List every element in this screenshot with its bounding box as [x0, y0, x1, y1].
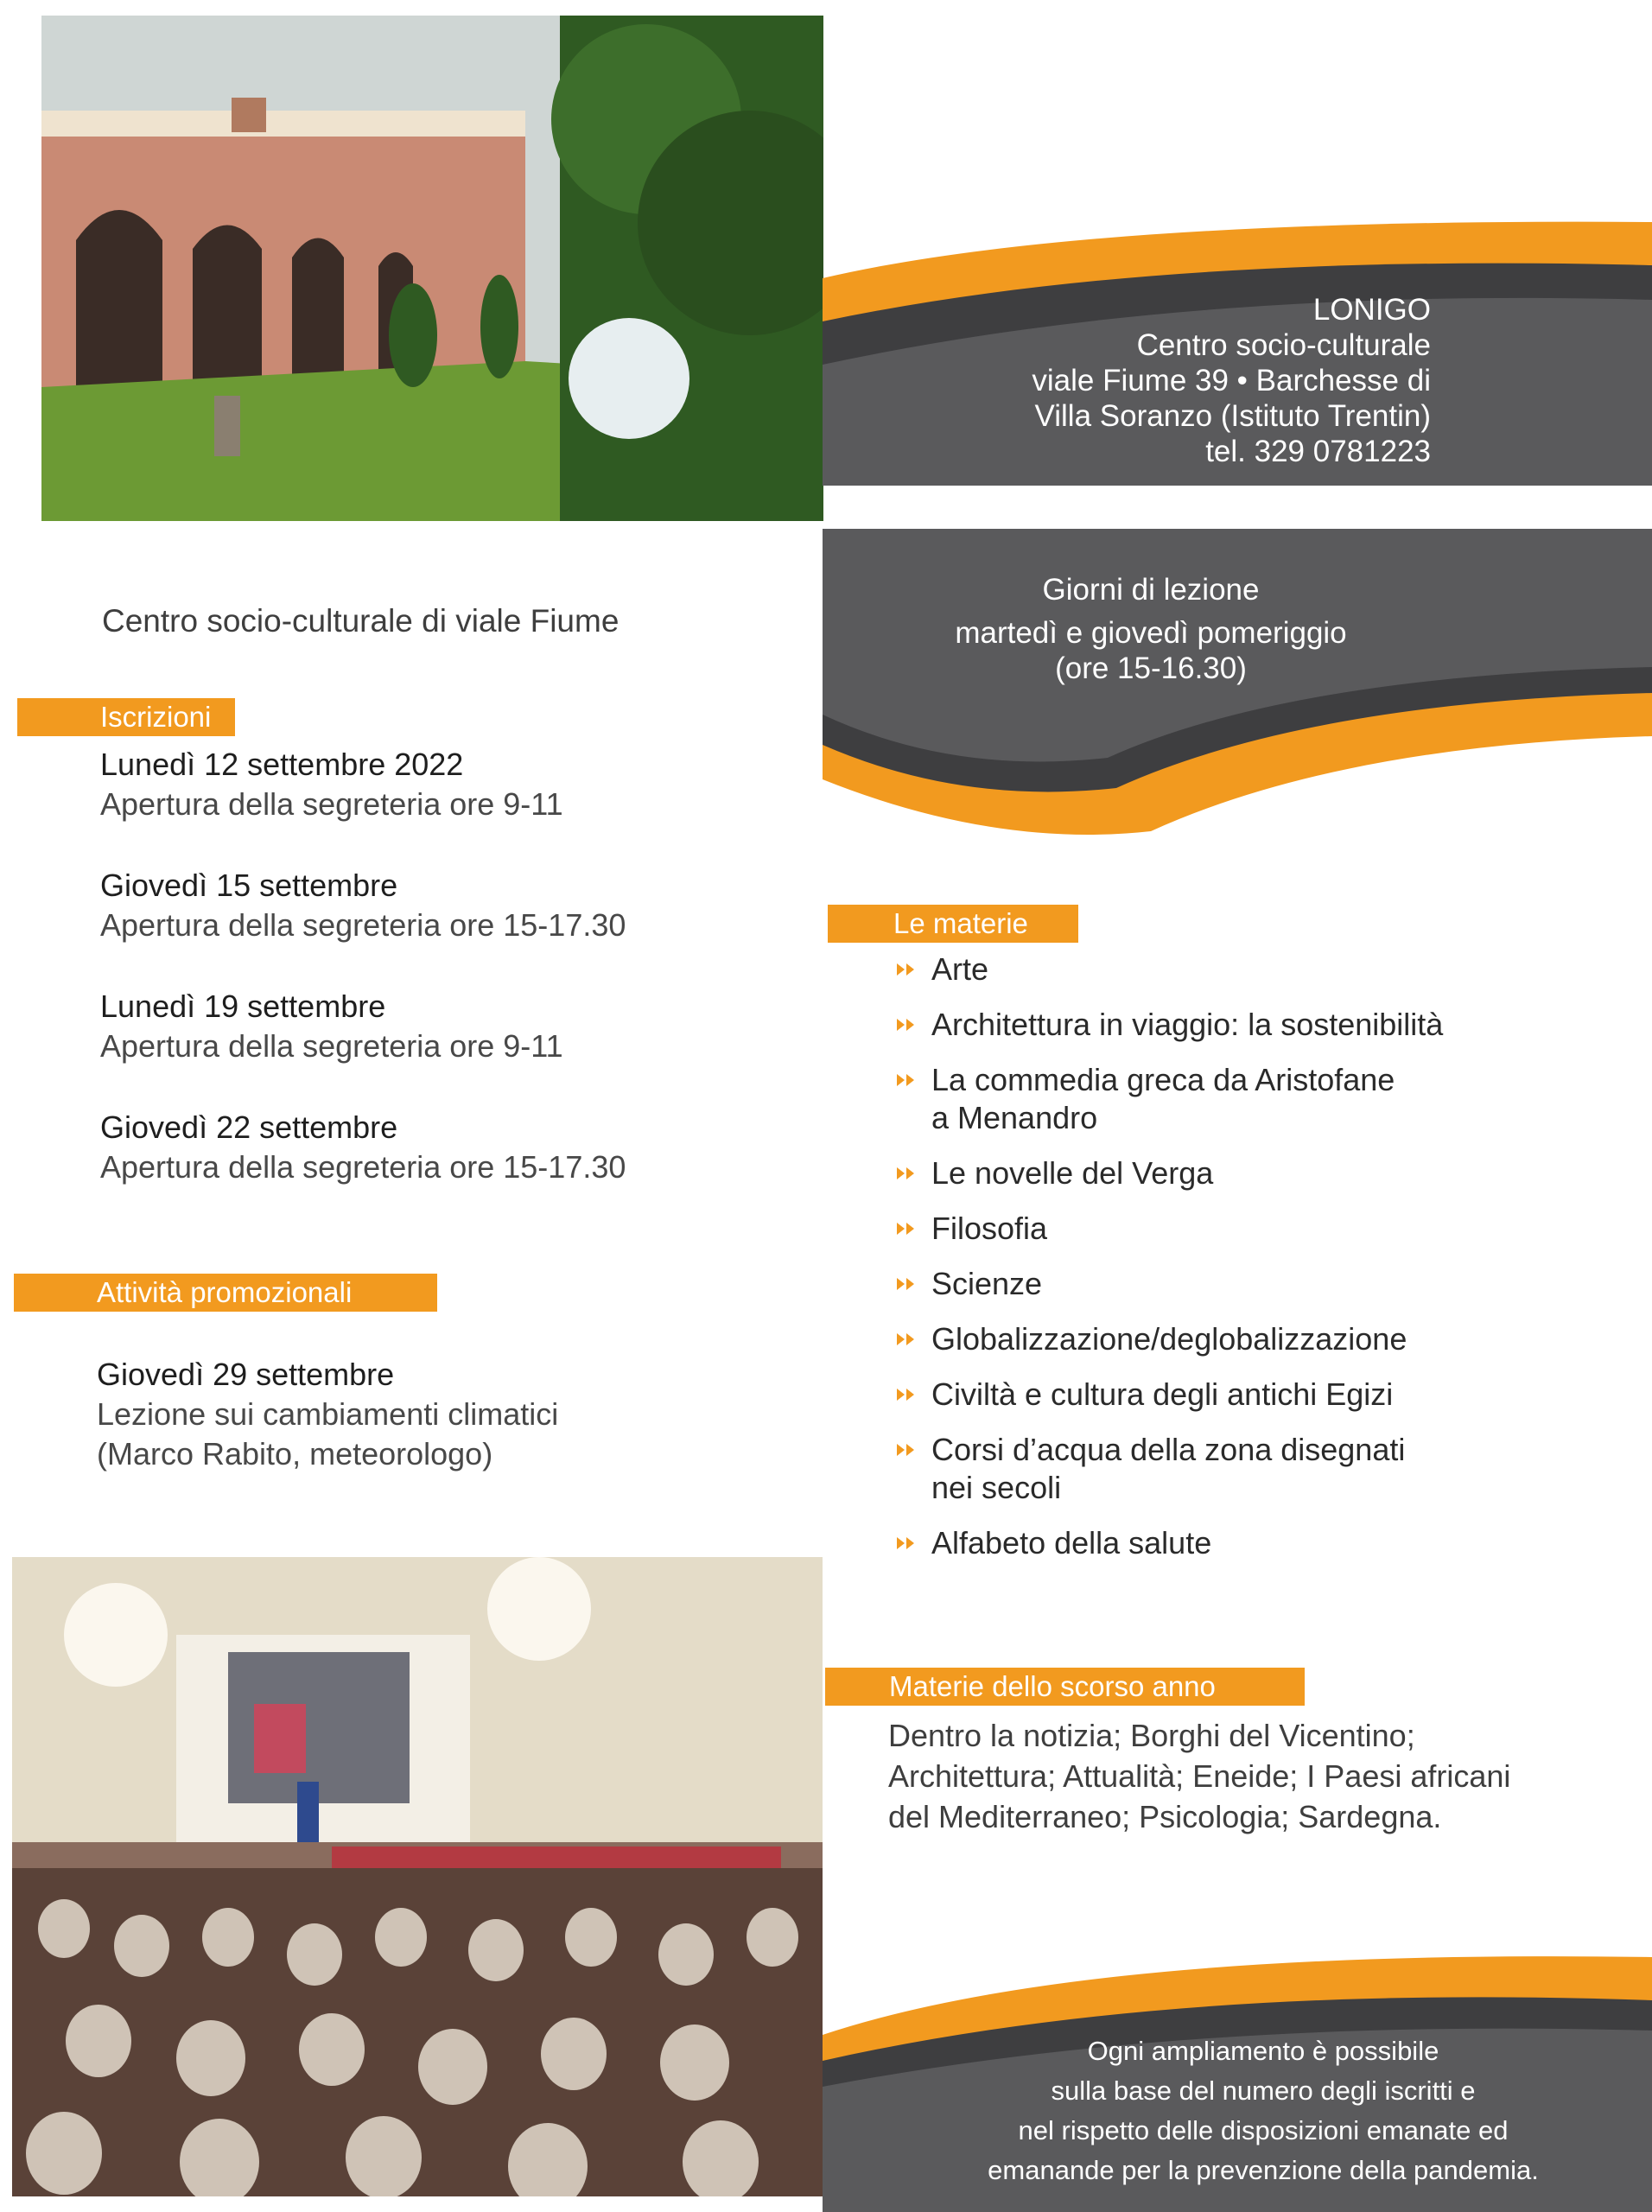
materie-label: Le materie [828, 905, 1078, 943]
list-item [890, 1210, 1598, 1248]
entry-date: Lunedì 12 settembre 2022 [100, 747, 464, 782]
iscrizioni-label: Iscrizioni [17, 698, 235, 736]
footer-line4: emanande per la prevenzione della pandemia. [988, 2155, 1539, 2185]
subject-label: Corsi d’acqua della zona disegnati [931, 1432, 1406, 1467]
iscrizione-entry-1 [100, 745, 757, 824]
contact-line1: Centro socio-culturale [1136, 328, 1431, 362]
double-chevron-right-icon [895, 1166, 921, 1180]
subject-label: Globalizzazione/deglobalizzazione [931, 1321, 1407, 1357]
entry-date: Lunedì 19 settembre [100, 988, 386, 1024]
subject-label: Arte [931, 951, 989, 987]
double-chevron-right-icon [895, 1073, 921, 1087]
promo-entry [97, 1355, 753, 1474]
double-chevron-right-icon [895, 1443, 921, 1457]
double-chevron-right-icon [895, 1222, 921, 1236]
promo-line1: Lezione sui cambiamenti climatici [97, 1396, 559, 1432]
list-item [890, 1265, 1598, 1303]
list-item [890, 1376, 1598, 1414]
list-item [890, 1061, 1598, 1137]
entry-desc: Apertura della segreteria ore 15-17.30 [100, 907, 626, 943]
entry-date: Giovedì 22 settembre [100, 1109, 398, 1145]
subject-label-cont: a Menandro [931, 1100, 1098, 1135]
previous-line3: del Mediterraneo; Psicologia; Sardegna. [888, 1799, 1442, 1834]
subject-label-cont: nei secoli [931, 1470, 1062, 1505]
subject-label: La commedia greca da Aristofane [931, 1062, 1395, 1097]
footer-panel [823, 1940, 1652, 2212]
list-item [890, 1431, 1598, 1507]
intro-text: Centro socio-culturale di viale Fiume [102, 603, 620, 639]
double-chevron-right-icon [895, 1018, 921, 1032]
double-chevron-right-icon [895, 1388, 921, 1402]
schedule-days: martedì e giovedì pomeriggio [955, 616, 1347, 650]
footer-line2: sulla base del numero degli iscritti e [1051, 2075, 1476, 2106]
previous-line1: Dentro la notizia; Borghi del Vicentino; [888, 1718, 1415, 1753]
subject-label: Alfabeto della salute [931, 1525, 1212, 1560]
entry-desc: Apertura della segreteria ore 15-17.30 [100, 1149, 626, 1185]
schedule-panel [823, 529, 1652, 849]
list-item [890, 950, 1598, 988]
promo-label: Attività promozionali [14, 1274, 437, 1312]
contact-city: LONIGO [1312, 293, 1431, 327]
subject-label: Scienze [931, 1266, 1043, 1301]
footer-line1: Ogni ampliamento è possibile [1087, 2036, 1439, 2066]
list-item [890, 1524, 1598, 1562]
list-item [890, 1006, 1598, 1044]
schedule-hours: (ore 15-16.30) [1055, 652, 1247, 685]
entry-date: Giovedì 15 settembre [100, 868, 398, 903]
iscrizione-entry-4 [100, 1108, 757, 1187]
list-item [890, 1154, 1598, 1192]
double-chevron-right-icon [895, 1277, 921, 1291]
list-item [890, 1320, 1598, 1358]
subject-label: Civiltà e cultura degli antichi Egizi [931, 1376, 1394, 1412]
subjects-list [890, 950, 1598, 1562]
previous-label: Materie dello scorso anno [825, 1668, 1305, 1706]
double-chevron-right-icon [895, 1332, 921, 1346]
villa-photo [41, 16, 823, 521]
previous-text [888, 1715, 1631, 1837]
entry-desc: Apertura della segreteria ore 9-11 [100, 786, 563, 822]
subject-label: Le novelle del Verga [931, 1155, 1214, 1191]
contact-line2: viale Fiume 39 • Barchesse di [1032, 364, 1431, 397]
conference-photo [12, 1557, 823, 2196]
contact-panel [823, 218, 1652, 486]
double-chevron-right-icon [895, 1536, 921, 1550]
iscrizione-entry-2 [100, 866, 757, 945]
subject-label: Filosofia [931, 1211, 1048, 1246]
schedule-title: Giorni di lezione [1042, 573, 1260, 607]
double-chevron-right-icon [895, 963, 921, 976]
contact-phone: tel. 329 0781223 [1205, 435, 1431, 468]
contact-line3: Villa Soranzo (Istituto Trentin) [1034, 399, 1431, 433]
entry-desc: Apertura della segreteria ore 9-11 [100, 1028, 563, 1064]
subject-label: Architettura in viaggio: la sostenibilità [931, 1007, 1444, 1042]
promo-line2: (Marco Rabito, meteorologo) [97, 1436, 493, 1471]
iscrizione-entry-3 [100, 987, 757, 1066]
footer-line3: nel rispetto delle disposizioni emanate ed [1018, 2115, 1509, 2145]
previous-line2: Architettura; Attualità; Eneide; I Paesi africani [888, 1758, 1511, 1794]
promo-date: Giovedì 29 settembre [97, 1357, 395, 1392]
